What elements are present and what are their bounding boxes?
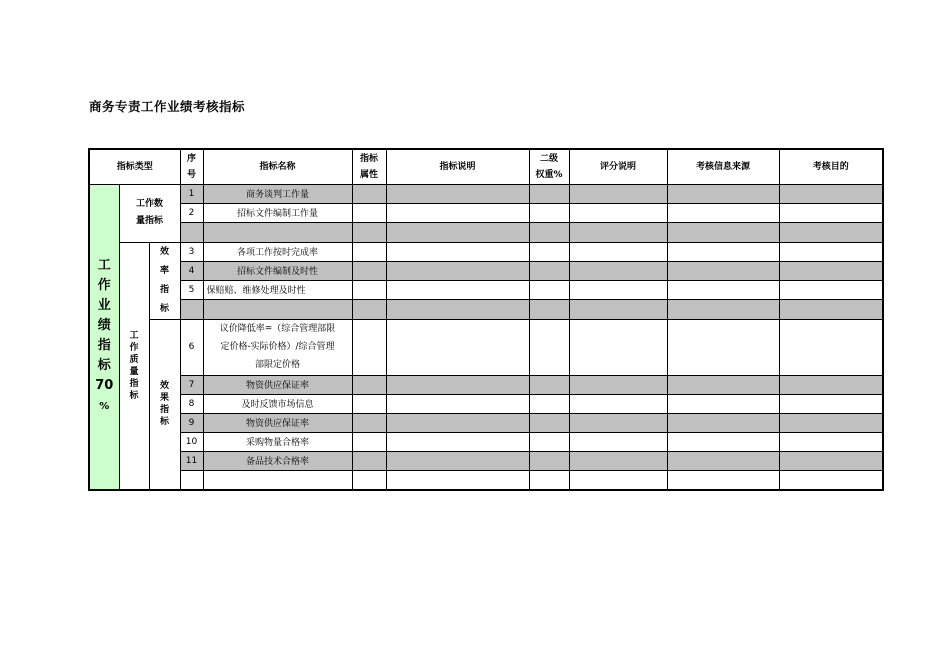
kpi-table	[88, 148, 884, 491]
table-row	[89, 413, 883, 432]
row-name: 招标文件编制及时性	[203, 261, 352, 280]
table-row	[89, 432, 883, 451]
table-row	[89, 394, 883, 413]
header-attr: 指标 属性	[352, 149, 386, 184]
table-row	[89, 299, 883, 319]
row-seq: 10	[180, 432, 203, 451]
header-row	[89, 149, 883, 184]
row-seq: 6	[180, 319, 203, 375]
row-seq: 7	[180, 375, 203, 394]
table-row	[89, 280, 883, 299]
row-seq: 9	[180, 413, 203, 432]
row-name: 采购物量合格率	[203, 432, 352, 451]
row-name: 招标文件编制工作量	[203, 203, 352, 222]
table-row	[89, 375, 883, 394]
table-row	[89, 222, 883, 242]
table-row	[89, 470, 883, 490]
row-name: 各项工作按时完成率	[203, 242, 352, 261]
row-seq: 4	[180, 261, 203, 280]
row-seq: 8	[180, 394, 203, 413]
header-seq: 序 号	[180, 149, 203, 184]
header-type: 指标类型	[89, 149, 180, 184]
row-name: 议价降低率=（综合管理部限 定价格-实际价格）/综合管理 部限定价格	[203, 319, 352, 375]
row-name: 保赔赔、维修处理及时性	[203, 280, 352, 299]
row-name: 及时反馈市场信息	[203, 394, 352, 413]
header-name: 指标名称	[203, 149, 352, 184]
table-row	[89, 242, 883, 261]
row-seq: 5	[180, 280, 203, 299]
row-name: 备品技术合格率	[203, 451, 352, 470]
row-name: 物资供应保证率	[203, 375, 352, 394]
table-row	[89, 261, 883, 280]
header-source: 考核信息来源	[667, 149, 779, 184]
header-score: 评分说明	[569, 149, 667, 184]
category-effect: 效 果 指 标	[149, 319, 180, 490]
category-main: 工 作 业 绩 指 标 70 %	[89, 184, 119, 490]
header-purpose: 考核目的	[779, 149, 883, 184]
header-weight: 二级 权重%	[529, 149, 569, 184]
table-row	[89, 203, 883, 222]
row-name: 商务谈判工作量	[203, 184, 352, 203]
category-efficiency: 效 率 指 标	[149, 242, 180, 319]
table-row	[89, 319, 883, 375]
header-desc: 指标说明	[386, 149, 529, 184]
row-name: 物资供应保证率	[203, 413, 352, 432]
row-seq: 2	[180, 203, 203, 222]
page-title: 商务专责工作业绩考核指标	[89, 99, 246, 114]
category-quantity: 工作数 量指标	[119, 184, 180, 242]
row-seq: 1	[180, 184, 203, 203]
table-row	[89, 184, 883, 203]
table-row	[89, 451, 883, 470]
row-seq: 11	[180, 451, 203, 470]
row-seq: 3	[180, 242, 203, 261]
category-quality: 工 作 质 量 指 标	[119, 242, 149, 490]
